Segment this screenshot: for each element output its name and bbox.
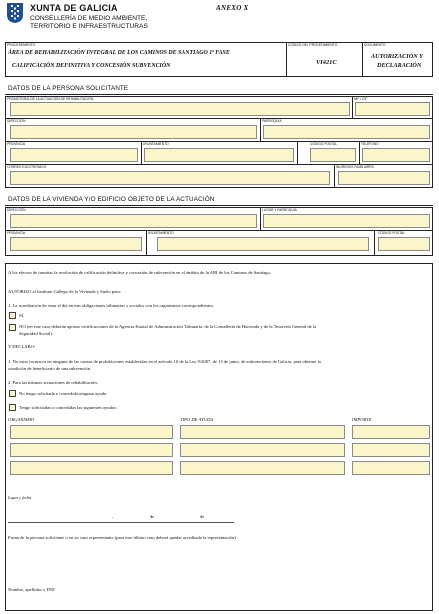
signature-caption: Firma de la persona solicitante o en su caso representante (para este último caso deberá quedar acreditada la representación) bbox=[8, 535, 236, 540]
province-label: PROVINCIA bbox=[7, 142, 26, 146]
parish-label: PARROQUIA bbox=[262, 119, 282, 123]
email-label: CORREO ELECTRÓNICO bbox=[7, 165, 47, 169]
municipality-field[interactable] bbox=[144, 148, 294, 162]
declaration-1-line-1: 1. No estar incurso/a en ninguna de las causas de prohibiciones establecidas en el artículo 10 de la Ley 9/2007, de 13 de junio, de subvenciones de Galicia, para obtener la bbox=[8, 359, 321, 364]
dwelling-municipality-label: AYUNTAMIENTO bbox=[148, 231, 174, 235]
aid-row-1-organismo[interactable] bbox=[10, 425, 173, 439]
aid-row-3-importe[interactable] bbox=[352, 461, 430, 475]
aids-requested-label: Tengo solicitadas o concedidas las siguientes ayudas: bbox=[19, 405, 117, 410]
dwelling-province-label: PROVINCIA bbox=[7, 231, 26, 235]
phone-label: TELÉFONO bbox=[361, 142, 379, 146]
date-de-2: de bbox=[200, 514, 205, 519]
no-label-line-1: NO (en este caso deberán aportar certificaciones de la Agencia Estatal de Administración Tributaria, de la Consellería de Hacienda y de la Tesorería General de la bbox=[19, 324, 317, 329]
declaration-1-line-2: condición de beneficiario de una subvención. bbox=[8, 366, 92, 371]
aids-requested-checkbox[interactable] bbox=[9, 404, 16, 411]
aid-row-2-tipo[interactable] bbox=[180, 443, 345, 457]
no-aid-checkbox[interactable] bbox=[9, 390, 16, 397]
item-1-text: 1. La acreditación de estar al día en mis obligaciones tributarias y sociales con los organismos correspondientes. bbox=[8, 303, 215, 308]
municipality-label: AYUNTAMIENTO bbox=[143, 142, 169, 146]
column-organismo: ORGANISMO bbox=[8, 417, 35, 422]
dwelling-municipality-field[interactable] bbox=[157, 237, 369, 251]
procedure-title-line-1: ÁREA DE REHABILITACIÓN INTEGRAL DE LOS CAMINOS DE SANTIAGO 1ª FASE bbox=[8, 50, 230, 56]
postal-code-label: CÓDIGO POSTAL bbox=[310, 142, 338, 146]
document-type-line-1: AUTORIZACIÓN Y bbox=[371, 53, 423, 60]
place-date-label: Lugar y fecha bbox=[8, 495, 32, 500]
department-line-1: CONSELLERÍA DE MEDIO AMBIENTE, bbox=[30, 15, 148, 22]
no-checkbox[interactable] bbox=[9, 324, 16, 331]
place-date-line bbox=[8, 522, 234, 523]
phone-field[interactable] bbox=[362, 148, 430, 162]
aid-row-3-organismo[interactable] bbox=[10, 461, 173, 475]
email-field[interactable] bbox=[10, 171, 330, 185]
aid-row-2-importe[interactable] bbox=[352, 443, 430, 457]
authorization-statement: AUTORIZO al Instituto Gallego de la Vivienda y Suelo para: bbox=[8, 289, 121, 294]
aid-row-1-importe[interactable] bbox=[352, 425, 430, 439]
dwelling-address-label: DIRECCIÓN bbox=[7, 208, 26, 212]
logo-name: XUNTA DE GALICIA bbox=[30, 3, 118, 13]
nif-field[interactable] bbox=[355, 102, 430, 116]
place-parish-label: LUGAR Y PARROQUIA bbox=[262, 208, 297, 212]
address-label: DIRECCIÓN bbox=[7, 119, 26, 123]
postal-code-field[interactable] bbox=[310, 148, 356, 162]
family-income-label: INGRESOS FAMILIARES bbox=[336, 165, 374, 169]
declare-heading: Y DECLARO: bbox=[8, 344, 36, 349]
province-field[interactable] bbox=[10, 148, 138, 162]
document-type-line-2: DECLARACIÓN bbox=[377, 62, 422, 69]
dwelling-address-field[interactable] bbox=[10, 214, 257, 228]
aid-row-2-organismo[interactable] bbox=[10, 443, 173, 457]
procedure-code-label: CÓDIGO DEL PROCEDIMIENTO bbox=[288, 43, 338, 47]
yes-checkbox[interactable] bbox=[9, 312, 16, 319]
xunta-logo-icon bbox=[6, 2, 24, 24]
procedure-label: PROCEDEMENTO bbox=[7, 43, 36, 47]
column-tipo-ayuda: TIPO DE AYUDA bbox=[180, 417, 214, 422]
place-parish-field[interactable] bbox=[263, 214, 430, 228]
no-label-line-2: Seguridad Social). bbox=[19, 331, 53, 336]
dwelling-postal-code-label: CÓDIGO POSTAL bbox=[378, 231, 406, 235]
column-importe: IMPORTE bbox=[352, 417, 372, 422]
applicant-section-heading: DATOS DE LA PERSONA SOLICITANTE bbox=[8, 85, 129, 92]
aid-row-1-tipo[interactable] bbox=[180, 425, 345, 439]
dwelling-section-heading: DATOS DE LA VIVIENDA Y/O EDIFICIO OBJETO DE LA ACTUACIÓN bbox=[8, 196, 215, 203]
procedure-title-line-2: CALIFICACIÓN DEFINITIVA Y CONCESIÓN SUBVENCIÓN bbox=[12, 63, 171, 69]
name-dni-caption: Nombre, apellidos y DNI bbox=[8, 587, 55, 592]
yes-label: SÍ. bbox=[19, 313, 25, 318]
date-comma: , bbox=[112, 514, 114, 519]
declaration-2-text: 2. Para las mismas actuaciones de rehabilitación: bbox=[8, 380, 98, 385]
parish-field[interactable] bbox=[263, 125, 430, 139]
date-de-1: de bbox=[150, 514, 155, 519]
annex-title: ANEXO X bbox=[216, 4, 249, 12]
dwelling-postal-code-field[interactable] bbox=[378, 237, 430, 251]
dwelling-province-field[interactable] bbox=[10, 237, 142, 251]
family-income-field[interactable] bbox=[338, 171, 430, 185]
promotor-label: PROMOTOR/A DE LA ACTUACIÓN DE REHABILITACIÓN bbox=[7, 97, 94, 101]
no-aid-label: No tengo solicitada o concedida ninguna ayuda. bbox=[19, 391, 108, 396]
department-line-2: TERRITORIO E INFRAESTRUCTURAS bbox=[30, 23, 148, 30]
procedure-code-value: VI421C bbox=[316, 59, 337, 66]
promotor-field[interactable] bbox=[10, 102, 350, 116]
document-label: DOCUMENTO bbox=[364, 43, 386, 47]
declaration-intro: A los efectos de tramitar la resolución de calificación definitiva y concesión de subvención en el ámbito de la ARI de los Caminos de Santiago, bbox=[8, 270, 271, 275]
address-field[interactable] bbox=[10, 125, 257, 139]
aid-row-3-tipo[interactable] bbox=[180, 461, 345, 475]
nif-label: NIF / CIF bbox=[354, 97, 368, 101]
